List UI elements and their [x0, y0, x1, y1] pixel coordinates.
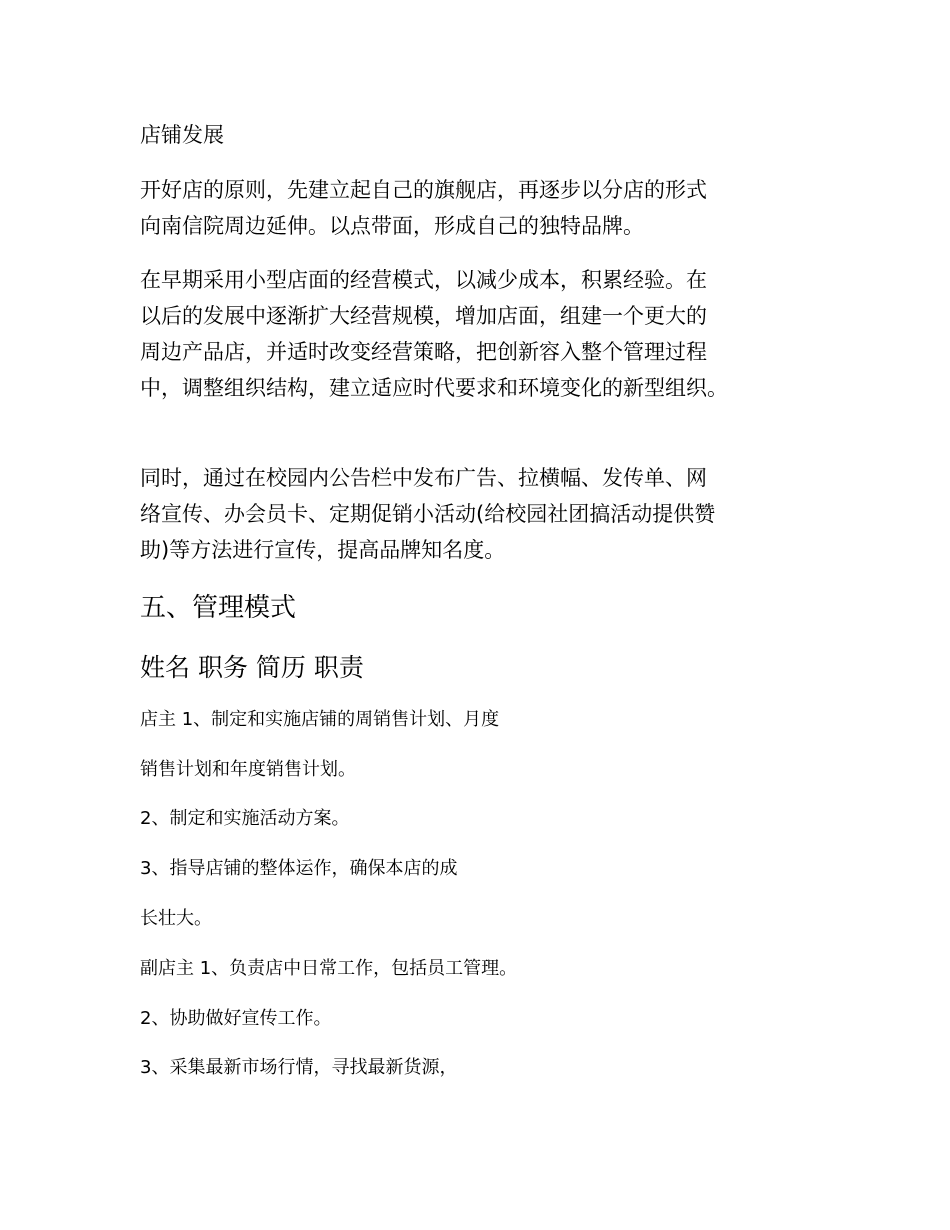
- paragraph-line: 同时，通过在校园内公告栏中发布广告、拉横幅、发传单、网: [140, 466, 707, 490]
- role-line: 3、指导店铺的整体运作，确保本店的成: [140, 858, 458, 879]
- role-line: 长壮大。: [140, 908, 212, 929]
- section-title-text: 店铺发展: [140, 123, 224, 147]
- paragraph-line: 以后的发展中逐渐扩大经营规模，增加店面，组建一个更大的: [140, 304, 707, 328]
- paragraph-line: 助)等方法进行宣传，提高品牌知名度。: [140, 538, 506, 562]
- section-title: [140, 117, 820, 153]
- paragraph-line: 在早期采用小型店面的经营模式，以减少成本，积累经验。在: [140, 268, 707, 292]
- paragraph-line: 络宣传、办会员卡、定期促销小活动(给校园社团搞活动提供赞: [140, 502, 716, 526]
- role-line: 副店主 1、负责店中日常工作，包括员工管理。: [140, 958, 518, 979]
- role-line: 2、协助做好宣传工作。: [140, 1008, 332, 1029]
- role-line: 3、采集最新市场行情，寻找最新货源，: [140, 1057, 458, 1078]
- paragraph-early-stage: [140, 262, 820, 406]
- table-header: 姓名 职务 简历 职责: [140, 653, 364, 682]
- role-line: 店主 1、制定和实施店铺的周销售计划、月度: [140, 709, 500, 730]
- paragraph-line: 开好店的原则，先建立起自己的旗舰店，再逐步以分店的形式: [140, 178, 707, 202]
- paragraph-line: 周边产品店，并适时改变经营策略，把创新容入整个管理过程: [140, 340, 707, 364]
- paragraph-line: 中，调整组织结构，建立适应时代要求和环境变化的新型组织。: [140, 376, 728, 400]
- paragraph-promotion: [140, 460, 820, 568]
- section-heading: 五、管理模式: [140, 593, 297, 623]
- paragraph-shop-principle: [140, 172, 820, 244]
- paragraph-line: 向南信院周边延伸。以点带面，形成自己的独特品牌。: [140, 214, 644, 238]
- role-line: 2、制定和实施活动方案。: [140, 808, 350, 829]
- role-line: 销售计划和年度销售计划。: [140, 759, 356, 780]
